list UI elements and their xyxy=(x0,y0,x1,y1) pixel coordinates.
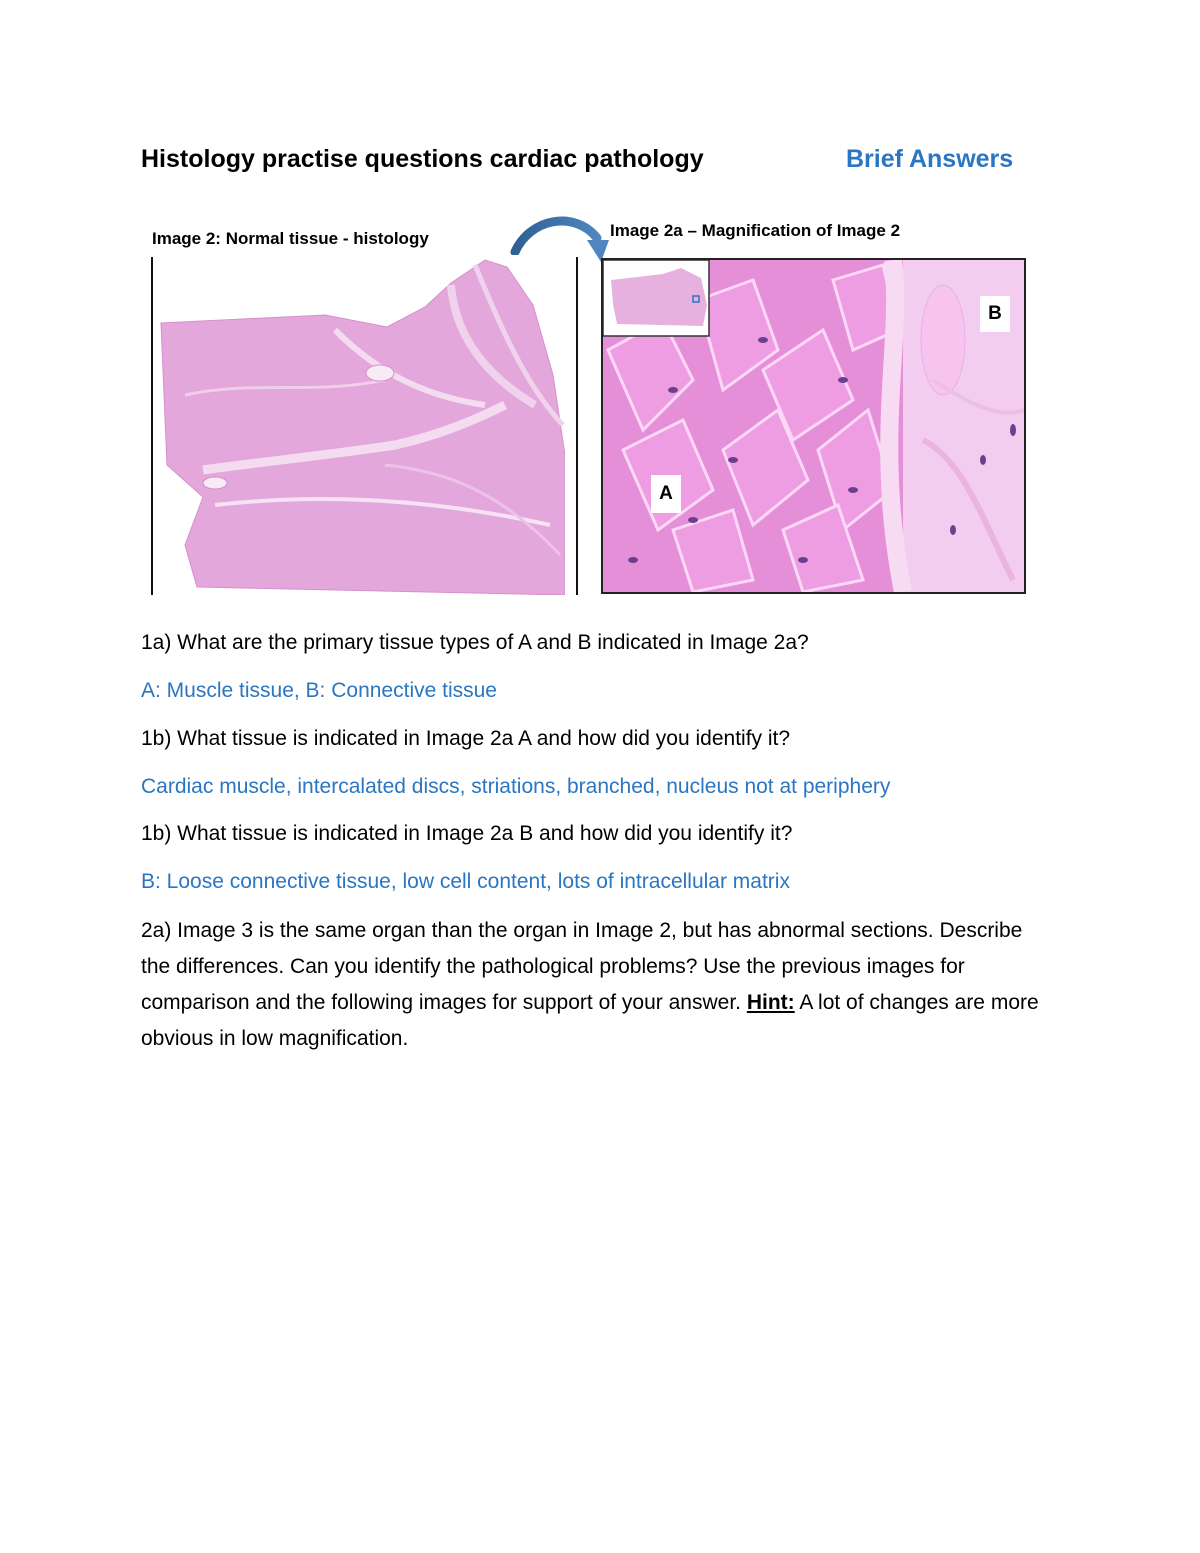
figure-left-border xyxy=(151,257,153,595)
image2-caption: Image 2: Normal tissue - histology xyxy=(152,229,429,248)
question-2a-text: 2a) Image 3 is the same organ than the organ in Image 2, but has abnormal sections. Describe the differences. Can you identify the pathological problems? Use the previous images for comparison and the following images for support of your answer. xyxy=(141,919,1023,1014)
magnified-tissue-drawing xyxy=(603,260,1024,592)
image2a-caption: Image 2a – Magnification of Image 2 xyxy=(610,221,901,240)
question-1b-b: 1b) What tissue is indicated in Image 2a B and how did you identify it? xyxy=(141,822,793,845)
page-title: Histology practise questions cardiac pathology xyxy=(141,145,704,173)
question-2a xyxy=(141,913,1046,1057)
label-a: A xyxy=(651,475,681,513)
magnified-tissue-image xyxy=(601,258,1026,594)
brief-answers-label: Brief Answers xyxy=(846,145,1014,173)
label-b: B xyxy=(980,296,1010,332)
question-1a: 1a) What are the primary tissue types of A and B indicated in Image 2a? xyxy=(141,631,809,654)
answer-1b-a: Cardiac muscle, intercalated discs, striations, branched, nucleus not at periphery xyxy=(141,775,891,798)
hint-label: Hint: xyxy=(746,991,795,1014)
normal-tissue-histology-image xyxy=(155,255,565,595)
answer-1a: A: Muscle tissue, B: Connective tissue xyxy=(141,679,497,702)
hint-text: A lot of changes are more obvious in low magnification. xyxy=(141,991,1039,1050)
question-1b-a: 1b) What tissue is indicated in Image 2a A and how did you identify it? xyxy=(141,727,791,750)
answer-1b-b: B: Loose connective tissue, low cell content, lots of intracellular matrix xyxy=(141,870,790,893)
figure-divider xyxy=(576,257,578,595)
